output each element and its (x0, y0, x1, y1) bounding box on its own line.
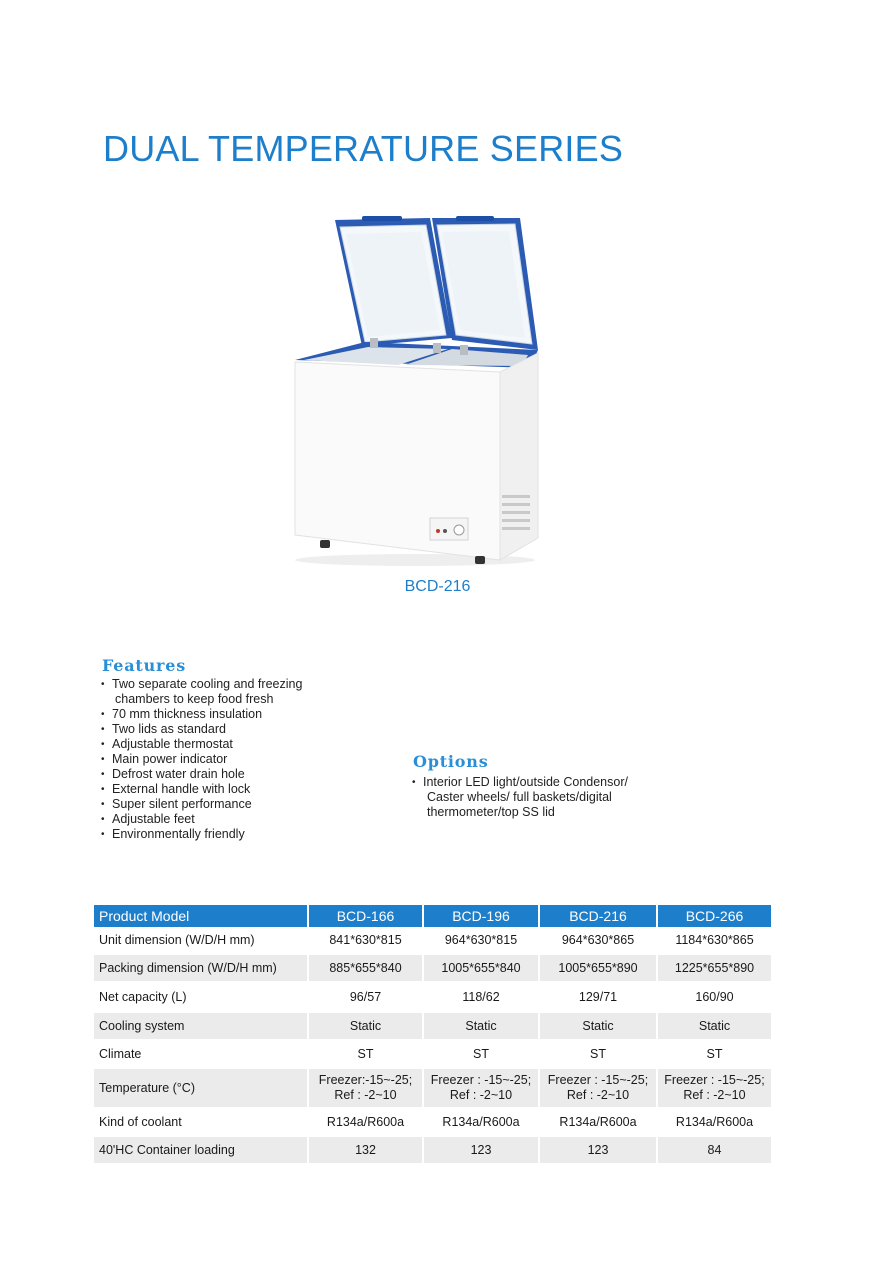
row-label: Cooling system (94, 1012, 308, 1040)
table-cell (423, 927, 539, 954)
table-cell (657, 982, 772, 1012)
cell-text: Ref : -2~10 (566, 1088, 630, 1102)
cell-text: 132 (355, 1142, 376, 1157)
table-cell (423, 1108, 539, 1136)
cell-text: 885*655*840 (329, 960, 402, 975)
table-row (94, 1012, 772, 1040)
table-cell (308, 1136, 423, 1164)
table-cell (308, 1012, 423, 1040)
row-label: Unit dimension (W/D/H mm) (94, 927, 308, 954)
table-header-cell: Product Model (94, 905, 308, 927)
table-cell (423, 982, 539, 1012)
table-cell (657, 954, 772, 982)
cell-text: 123 (470, 1142, 492, 1157)
cell-text: 118/62 (462, 989, 500, 1004)
cell-text: Freezer:-15~-25; (318, 1073, 413, 1087)
cell-text: Static (582, 1018, 614, 1033)
table-cell (308, 1040, 423, 1068)
table-cell (308, 1068, 423, 1108)
cell-text: 160/90 (695, 989, 734, 1004)
row-label: Net capacity (L) (94, 982, 308, 1012)
table-cell (539, 1136, 657, 1164)
list-item (101, 722, 331, 737)
table-cell (657, 1136, 772, 1164)
list-item (101, 677, 331, 707)
cell-text: Freezer : -15~-25; (664, 1073, 765, 1087)
list-item-text: Two separate cooling and freezing (112, 677, 303, 691)
list-item-text: thermometer/top SS lid (427, 805, 555, 819)
table-header-row (94, 905, 772, 927)
table-row (94, 1040, 772, 1068)
list-item-text: Two lids as standard (112, 722, 226, 736)
cell-text: ST (706, 1046, 723, 1061)
row-label: Temperature (°C) (94, 1068, 308, 1108)
list-item-text: Super silent performance (112, 797, 252, 811)
table-cell (539, 954, 657, 982)
cell-text: 123 (587, 1142, 609, 1157)
table-cell (657, 1012, 772, 1040)
table-row (94, 1136, 772, 1164)
cell-text: Ref : -2~10 (334, 1088, 397, 1102)
table-row (94, 1068, 772, 1108)
table-cell (539, 1040, 657, 1068)
list-item (101, 812, 331, 827)
options-heading: Options (413, 752, 489, 771)
list-item (101, 827, 331, 842)
cell-text: ST (357, 1046, 374, 1061)
row-label: 40'HC Container loading (94, 1136, 308, 1164)
cell-text: 1184*630*865 (675, 932, 754, 947)
table-row (94, 927, 772, 954)
table-row (94, 1108, 772, 1136)
table-row (94, 954, 772, 982)
cell-text: 1005*655*840 (441, 960, 521, 975)
cell-text: 1225*655*890 (674, 960, 755, 975)
cell-text: Freezer : -15~-25; (430, 1073, 532, 1087)
table-header-cell: BCD-196 (423, 905, 539, 927)
list-item-text: Defrost water drain hole (112, 767, 245, 781)
table-cell (539, 1068, 657, 1108)
table-cell (539, 927, 657, 954)
list-item-text: 70 mm thickness insulation (112, 707, 263, 721)
chest-freezer-image (280, 210, 560, 570)
cell-text: Freezer : -15~-25; (547, 1073, 649, 1087)
list-item (101, 797, 331, 812)
list-item-text: Adjustable feet (112, 812, 195, 826)
list-item-text: Environmentally friendly (112, 827, 245, 841)
cell-text: Static (349, 1018, 382, 1033)
options-list (412, 775, 652, 820)
table-header-cell: BCD-266 (657, 905, 772, 927)
table-cell (539, 982, 657, 1012)
cell-text: 964*630*815 (444, 932, 518, 947)
table-header-cell: BCD-166 (308, 905, 423, 927)
list-item (412, 775, 652, 820)
list-item-text: Caster wheels/ full baskets/digital (427, 790, 612, 804)
list-item (101, 767, 331, 782)
cell-text: R134a/R600a (559, 1114, 637, 1129)
page-title: DUAL TEMPERATURE SERIES (103, 128, 624, 169)
cell-text: R134a/R600a (675, 1114, 754, 1129)
table-cell (423, 1012, 539, 1040)
list-item (101, 707, 331, 722)
table-row (94, 982, 772, 1012)
list-item-text: External handle with lock (112, 782, 251, 796)
table-cell (539, 1012, 657, 1040)
list-item-text: chambers to keep food fresh (115, 692, 274, 706)
table-cell (539, 1108, 657, 1136)
row-label: Climate (94, 1040, 308, 1068)
table-cell (657, 1040, 772, 1068)
spec-table (94, 905, 773, 1165)
product-caption: BCD-216 (404, 578, 471, 595)
cell-text: 96/57 (349, 989, 382, 1004)
table-cell (657, 927, 772, 954)
cell-text: 84 (707, 1142, 722, 1157)
features-heading: Features (102, 656, 187, 675)
row-label: Packing dimension (W/D/H mm) (94, 954, 308, 982)
table-cell (308, 954, 423, 982)
cell-text: Static (698, 1018, 731, 1033)
table-cell (423, 1040, 539, 1068)
cell-text: R134a/R600a (326, 1114, 405, 1129)
list-item-text: Interior LED light/outside Condensor/ (423, 775, 628, 789)
cell-text: ST (590, 1046, 606, 1061)
features-list (101, 677, 331, 842)
cell-text: 1005*655*890 (558, 960, 638, 975)
table-header-cell: BCD-216 (539, 905, 657, 927)
cell-text: 841*630*815 (329, 932, 402, 947)
table-cell (657, 1108, 772, 1136)
cell-text: R134a/R600a (442, 1114, 520, 1129)
row-label: Kind of coolant (94, 1108, 308, 1136)
cell-text: 964*630*865 (561, 932, 635, 947)
cell-text: 129/71 (578, 989, 618, 1004)
table-cell (423, 954, 539, 982)
table-cell (657, 1068, 772, 1108)
list-item-text: Main power indicator (112, 752, 228, 766)
list-item (101, 752, 331, 767)
cell-text: Ref : -2~10 (449, 1088, 513, 1102)
cell-text: Static (465, 1018, 497, 1033)
list-item (101, 782, 331, 797)
list-item (101, 737, 331, 752)
table-cell (308, 927, 423, 954)
cell-text: Ref : -2~10 (683, 1088, 746, 1102)
cell-text: ST (473, 1046, 489, 1061)
table-cell (423, 1068, 539, 1108)
table-cell (308, 1108, 423, 1136)
table-cell (308, 982, 423, 1012)
list-item-text: Adjustable thermostat (112, 737, 233, 751)
table-cell (423, 1136, 539, 1164)
